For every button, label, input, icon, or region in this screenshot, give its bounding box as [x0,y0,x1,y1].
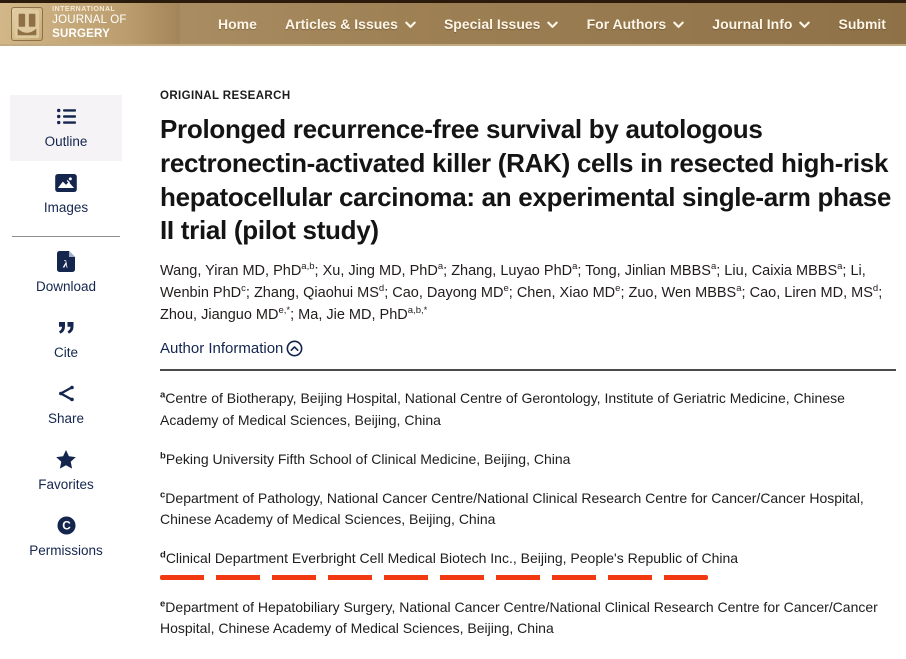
author-name: Zhang, Qiaohui MS [253,284,379,301]
author-affiliation-sup: a [736,283,742,295]
quote-icon [58,317,74,338]
nav-item-special-issues[interactable] [444,16,559,32]
pdf-icon [57,251,75,272]
nav-item-journal-info[interactable] [712,16,810,32]
svg-text:C: C [61,518,71,533]
author-name: Cao, Dayong MD [392,284,504,301]
sidebar-item-download[interactable] [10,240,122,306]
affiliation-sup: d [160,549,166,561]
article-header [160,90,896,640]
author-name: Zhang, Luyao PhD [451,263,573,280]
journal-name [52,6,180,40]
journal-crest-icon [11,7,43,41]
sidebar-divider [12,236,120,237]
author-affiliation-sup: e [615,283,621,295]
image-icon [55,172,77,193]
article-type-label: ORIGINAL RESEARCH [160,90,291,102]
sidebar-item-favorites[interactable] [10,438,122,504]
sidebar-item-permissions[interactable] [10,504,122,570]
author-name: Tong, Jinlian MBBS [585,263,711,280]
author-affiliation-sup: a,b [301,261,315,273]
author-name: Liu, Caixia MBBS [724,263,838,280]
sidebar-item-outline[interactable] [10,95,122,161]
journal-name-bottom: JOURNAL OF SURGERY [52,14,127,40]
chevron-down-icon [547,21,558,29]
author-name: Zuo, Wen MBBS [628,284,737,301]
journal-name-top: INTERNATIONAL [52,6,116,14]
star-icon [56,449,76,470]
section-divider [160,369,896,371]
nav-item-label: Home [218,15,257,32]
main-nav [180,3,906,44]
affiliation-text: Centre of Biotherapy, Beijing Hospital, National Centre of Gerontology, Institute of Geriatric Medicine, Chinese Academy of Medical Sciences, Beijing, China [160,390,845,429]
share-icon [58,383,75,404]
affiliation-d [160,548,896,570]
author-name: Cao, Liren MD, MS [749,284,873,301]
author-affiliation-sup: a [710,261,717,273]
author-affiliation-sup: a [837,261,843,273]
affiliation-text: Clinical Department Everbright Cell Medical Biotech Inc., Beijing, People's Republic of China [165,549,739,566]
top-navigation-bar [0,0,906,46]
author-name: Xu, Jing MD, PhD [322,263,438,280]
affiliation-e [160,597,896,640]
nav-item-submit[interactable] [839,16,886,32]
affiliation-sup: c [160,488,166,500]
sidebar-item-label: Outline [44,134,88,149]
author-information-label: Author Information [160,339,284,357]
nav-item-label: Articles & Issues [285,15,398,32]
chevron-up-circle-icon [286,340,303,357]
author-affiliation-sup: d [872,283,879,295]
svg-text:λ: λ [63,258,69,271]
affiliation-sup: e [160,597,166,609]
article-title: Prolonged recurrence-free survival by autologous rectronectin-activated killer (RAK) cells in resected high-risk hepatocellular carcinoma: an experimental single-arm phase II trial (pilot study) [160,114,892,246]
nav-item-label: Special Issues [443,15,541,32]
sidebar-item-images[interactable] [10,161,122,227]
nav-item-label: Submit [838,15,886,32]
author-name: Wang, Yiran MD, PhD [160,263,302,280]
author-name: Zhou, Jianguo MD [160,306,279,323]
red-dashed-underline [160,575,708,580]
sidebar-item-label: Permissions [29,543,103,558]
author-affiliation-sup: e [503,283,509,295]
author-affiliation-sup: d [378,283,385,295]
sidebar-item-label: Cite [53,345,78,360]
sidebar-item-label: Images [43,200,89,215]
sidebar-item-share[interactable] [10,372,122,438]
sidebar-item-cite[interactable] [10,306,122,372]
affiliations [160,388,896,640]
chevron-down-icon [673,21,684,29]
article-tools-sidebar [10,95,122,570]
author-name: Chen, Xiao MD [516,284,616,301]
affiliation-text: Department of Hepatobiliary Surgery, National Cancer Centre/National Clinical Research Centre for Cancer/Cancer Hospital, Chinese Academy of Medical Sciences, Beijing, China [160,598,878,637]
affiliation-sup: b [160,450,166,462]
journal-logo[interactable] [0,3,180,44]
nav-item-label: For Authors [586,15,667,32]
sidebar-item-label: Favorites [38,477,94,492]
affiliation-a [160,388,896,431]
author-affiliation-sup: a,b,* [407,304,428,316]
affiliation-text: Department of Pathology, National Cancer Centre/National Clinical Research Centre for Cancer/Cancer Hospital, Chinese Academy of Medical Sciences, Beijing, China [160,489,864,528]
copyright-icon [57,515,76,536]
sidebar-item-label: Download [35,279,97,294]
author-name: Li, Wenbin PhD [160,263,866,301]
list-icon [56,106,77,127]
chevron-down-icon [405,21,416,29]
author-list: Wang, Yiran MD, PhD$^{a,b}$; Xu, Jing MD, PhD$^a$; Zhang, Luyao PhD$^a$; Tong, Jinlian MBBS$^a$; Liu, Caixia MBBS$^a$; Li, Wenbin PhD$^c$; Zhang, Qiaohui $MS^d$; Cao, Dayong MDe; Chen, Xiao MDe; Zuo, Wen MBBS$^a$; Cao, Liren MD, $MS^d$; Zhou, Jianguo $MD^{e,*}$; Ma, Jie MD, PhD$^{a,b,*}$ [160,261,883,323]
author-name: Ma, Jie MD, PhD [298,306,408,323]
affiliation-b [160,449,896,471]
nav-item-articles-issues[interactable] [285,16,416,32]
nav-item-home[interactable] [218,16,257,32]
chevron-down-icon [799,21,810,29]
sidebar-item-label: Share [47,411,85,426]
author-affiliation-sup: a [572,261,578,273]
affiliation-c [160,488,896,531]
author-affiliation-sup: c [241,283,246,295]
author-affiliation-sup: e,* [278,304,291,316]
nav-item-label: Journal Info [712,15,793,32]
affiliation-text: Peking University Fifth School of Clinical Medicine, Beijing, China [165,450,571,467]
author-affiliation-sup: a [437,261,444,273]
author-information-toggle[interactable] [160,339,303,357]
nav-item-for-authors[interactable] [587,16,685,32]
affiliation-sup: a [160,389,166,401]
